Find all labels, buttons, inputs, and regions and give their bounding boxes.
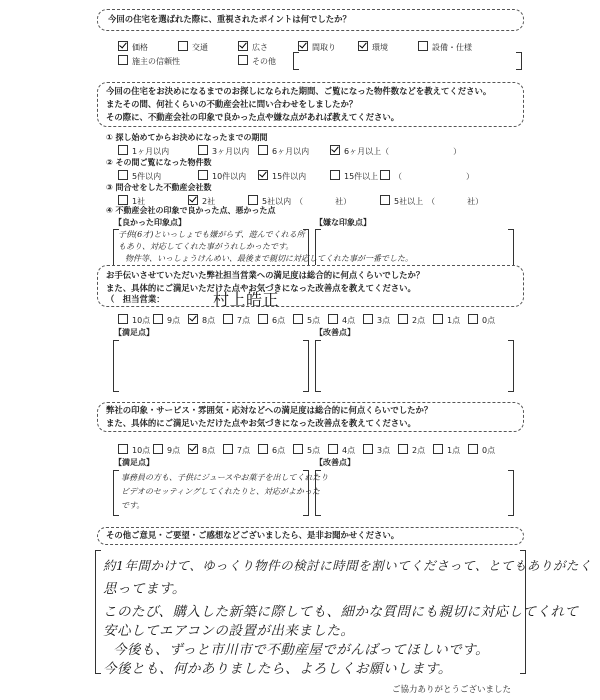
q2-company-checkbox[interactable] bbox=[118, 195, 128, 205]
q3-rating-10[interactable]: 10点 bbox=[118, 314, 150, 326]
q5-handwriting-2: 思ってます。 bbox=[103, 581, 186, 597]
q2-company-title: ③ 問合せをした不動産会社数 bbox=[106, 183, 212, 192]
q5-bracket-left bbox=[95, 550, 101, 674]
q3-bad-bracket-left bbox=[315, 340, 321, 392]
q2-period-title: ① 探し始めてからお決めになったまでの期間 bbox=[106, 133, 268, 142]
q5-handwriting-3: このたび、購入した新築に際しても、細かな質問にも親切に対応してくれて bbox=[103, 604, 579, 620]
q3-rating-1[interactable]: 1点 bbox=[433, 314, 460, 326]
q3-staff-name: 村上皓正 bbox=[213, 290, 280, 309]
q3-rating-checkbox[interactable] bbox=[468, 314, 478, 324]
q4-rating-4[interactable]: 4点 bbox=[328, 444, 355, 456]
q2-count-option[interactable]: 5件以内 bbox=[118, 170, 161, 182]
q4-rating-checkbox[interactable] bbox=[293, 444, 303, 454]
q3-rating-checkbox[interactable] bbox=[188, 314, 198, 324]
q4-rating-checkbox[interactable] bbox=[398, 444, 408, 454]
q4-rating-5[interactable]: 5点 bbox=[293, 444, 320, 456]
q3-rating-5[interactable]: 5点 bbox=[293, 314, 320, 326]
q2-count-checkbox[interactable] bbox=[118, 170, 128, 180]
q3-rating-2[interactable]: 2点 bbox=[398, 314, 425, 326]
q4-rating-checkbox[interactable] bbox=[153, 444, 163, 454]
q2-company-checkbox[interactable] bbox=[188, 195, 198, 205]
q1-checkbox[interactable] bbox=[238, 55, 248, 65]
q2-intro-line1: 今回の住宅をお決めになるまでのお探しになられた期間、ご覧になった物件数などを教えてください。 bbox=[106, 86, 492, 96]
q2-good-handwriting-1: 子供(6才)といっしょでも嫌がらず、遊んでくれる所 bbox=[118, 230, 305, 239]
q2-period-option[interactable]: 6ヶ月以上（ ） bbox=[330, 145, 461, 157]
q2-company-option[interactable]: 2社 bbox=[188, 195, 215, 207]
q1-option-equipment[interactable]: 設備・仕様 bbox=[418, 41, 472, 53]
q4-rating-3[interactable]: 3点 bbox=[363, 444, 390, 456]
q4-good-handwriting-3: です。 bbox=[121, 501, 145, 510]
q2-count-checkbox[interactable] bbox=[330, 170, 340, 180]
q2-impression-title: ④ 不動産会社の印象で良かった点、悪かった点 bbox=[106, 206, 276, 215]
q4-rating-9[interactable]: 9点 bbox=[153, 444, 180, 456]
q3-good-label: 【満足点】 bbox=[114, 328, 154, 337]
q4-rating-checkbox[interactable] bbox=[468, 444, 478, 454]
q2-count-option[interactable]: 15件以内 bbox=[258, 170, 306, 182]
q4-bad-label: 【改善点】 bbox=[315, 458, 355, 467]
q4-good-label: 【満足点】 bbox=[114, 458, 154, 467]
q1-option-size[interactable]: 広さ bbox=[238, 41, 268, 53]
q3-rating-checkbox[interactable] bbox=[363, 314, 373, 324]
q3-rating-checkbox[interactable] bbox=[223, 314, 233, 324]
q3-rating-checkbox[interactable] bbox=[153, 314, 163, 324]
q1-checkbox[interactable] bbox=[118, 41, 128, 51]
q3-rating-4[interactable]: 4点 bbox=[328, 314, 355, 326]
q3-rating-6[interactable]: 6点 bbox=[258, 314, 285, 326]
q1-checkbox[interactable] bbox=[178, 41, 188, 51]
q3-bad-label: 【改善点】 bbox=[315, 328, 355, 337]
q5-handwriting-6: 今後とも、何かありましたら、よろしくお願いします。 bbox=[103, 661, 452, 677]
q1-option-transport[interactable]: 交通 bbox=[178, 41, 208, 53]
q4-question-line1: 弊社の印象・サービス・雰囲気・応対などへの満足度は総合的に何点くらいでしたか？ bbox=[106, 405, 433, 415]
q4-good-handwriting-2: ビデオのセッティングしてくれたりと、対応がよかった bbox=[121, 487, 321, 496]
q2-intro-line2: またその間、何社くらいの不動産会社に問い合わせをしましたか？ bbox=[106, 99, 358, 109]
q4-rating-checkbox[interactable] bbox=[188, 444, 198, 454]
q2-period-option[interactable]: 3ヶ月以内 bbox=[198, 145, 249, 157]
q3-rating-9[interactable]: 9点 bbox=[153, 314, 180, 326]
q2-count-checkbox[interactable] bbox=[258, 170, 268, 180]
q2-company-checkbox[interactable] bbox=[380, 195, 390, 205]
q4-rating-checkbox[interactable] bbox=[328, 444, 338, 454]
q3-rating-3[interactable]: 3点 bbox=[363, 314, 390, 326]
q2-company-option[interactable]: 1社 bbox=[118, 195, 145, 207]
q4-good-handwriting-1: 事務員の方も、子供にジュースやお菓子を出してくれたり bbox=[121, 473, 329, 482]
q4-good-bracket-left bbox=[113, 470, 119, 516]
q3-rating-checkbox[interactable] bbox=[398, 314, 408, 324]
q2-period-checkbox[interactable] bbox=[258, 145, 268, 155]
q3-staff-label: （ 担当営業： bbox=[106, 294, 165, 304]
q3-rating-7[interactable]: 7点 bbox=[223, 314, 250, 326]
q3-rating-checkbox[interactable] bbox=[258, 314, 268, 324]
q4-rating-checkbox[interactable] bbox=[363, 444, 373, 454]
q3-good-bracket-left bbox=[113, 340, 119, 392]
q2-company-checkbox[interactable] bbox=[248, 195, 258, 205]
q3-rating-8[interactable]: 8点 bbox=[188, 314, 215, 326]
q3-rating-0[interactable]: 0点 bbox=[468, 314, 495, 326]
q3-rating-checkbox[interactable] bbox=[293, 314, 303, 324]
q2-count-checkbox[interactable] bbox=[198, 170, 208, 180]
q1-option-layout[interactable]: 間取り bbox=[298, 41, 336, 53]
q2-count-option[interactable]: 15件以上 bbox=[330, 170, 378, 182]
q2-period-option[interactable]: 6ヶ月以内 bbox=[258, 145, 309, 157]
q3-bad-bracket-right bbox=[508, 340, 514, 392]
q1-question: 今回の住宅を選ばれた際に、重視されたポイントは何でしたか？ bbox=[108, 14, 351, 24]
q2-good-handwriting-2: もあり、対応してくれた事がうれしかったです。 bbox=[118, 242, 294, 251]
q4-rating-7[interactable]: 7点 bbox=[223, 444, 250, 456]
q1-checkbox[interactable] bbox=[358, 41, 368, 51]
q1-other-bracket-left bbox=[293, 52, 299, 70]
q4-rating-10[interactable]: 10点 bbox=[118, 444, 150, 456]
q5-handwriting-5: 今後も、ずっと市川市で不動産屋でがんばってほしいです。 bbox=[113, 642, 490, 658]
q4-rating-6[interactable]: 6点 bbox=[258, 444, 285, 456]
q3-rating-checkbox[interactable] bbox=[118, 314, 128, 324]
q2-bad-label: 【嫌な印象点】 bbox=[315, 218, 371, 227]
q1-option-price[interactable]: 価格 bbox=[118, 41, 148, 53]
q3-question-line1: お手伝いさせていただいた弊社担当営業への満足度は総合的に何点くらいでしたか？ bbox=[106, 270, 425, 280]
q3-rating-checkbox[interactable] bbox=[433, 314, 443, 324]
q4-question-line2: また、具体的にご満足いただけた点やお気づきになった改善点を教えてください。 bbox=[106, 418, 416, 428]
q1-checkbox[interactable] bbox=[238, 41, 248, 51]
q2-good-label: 【良かった印象点】 bbox=[114, 218, 186, 227]
q3-rating-checkbox[interactable] bbox=[328, 314, 338, 324]
q2-good-handwriting-3: 物件等、いっしょうけんめい、最後まで親切に対応してくれた事が一番でした。 bbox=[125, 254, 413, 263]
q1-option-trust[interactable]: 施主の信頼性 bbox=[118, 55, 180, 67]
q5-question: その他ご意見・ご要望・ご感想などございましたら、是非お聞かせください。 bbox=[106, 530, 400, 540]
q1-checkbox[interactable] bbox=[298, 41, 308, 51]
q1-option-other[interactable]: その他 bbox=[238, 55, 276, 67]
q1-other-bracket-right bbox=[516, 52, 522, 70]
q4-rating-8[interactable]: 8点 bbox=[188, 444, 215, 456]
q2-period-option[interactable]: 1ヶ月以内 bbox=[118, 145, 169, 157]
q2-count-checkbox[interactable] bbox=[380, 170, 390, 180]
q1-checkbox[interactable] bbox=[118, 55, 128, 65]
q3-good-bracket-right bbox=[303, 340, 309, 392]
q1-checkbox[interactable] bbox=[418, 41, 428, 51]
q2-company-option[interactable]: 5社以上 （ 社） bbox=[380, 195, 483, 207]
q4-rating-0[interactable]: 0点 bbox=[468, 444, 495, 456]
q5-handwriting-1: 約1年間かけて、ゆっくり物件の検討に時間を割いてくださって、とてもありがたく bbox=[103, 558, 592, 573]
q4-rating-checkbox[interactable] bbox=[118, 444, 128, 454]
q4-bad-bracket-right bbox=[508, 470, 514, 516]
q4-rating-checkbox[interactable] bbox=[433, 444, 443, 454]
q2-bad-bracket-right bbox=[508, 229, 514, 267]
q4-rating-1[interactable]: 1点 bbox=[433, 444, 460, 456]
q2-count-option[interactable]: （ ） bbox=[380, 170, 474, 182]
q1-option-environment[interactable]: 環境 bbox=[358, 41, 388, 53]
q4-rating-checkbox[interactable] bbox=[223, 444, 233, 454]
q2-company-option[interactable]: 5社以内 （ 社） bbox=[248, 195, 351, 207]
q3-question-line2: また、具体的にご満足いただけた点やお気づきになった改善点を教えてください。 bbox=[106, 283, 416, 293]
q2-count-option[interactable]: 10件以内 bbox=[198, 170, 246, 182]
q2-period-checkbox[interactable] bbox=[198, 145, 208, 155]
q2-period-checkbox[interactable] bbox=[330, 145, 340, 155]
q2-period-checkbox[interactable] bbox=[118, 145, 128, 155]
q5-handwriting-4: 安心してエアコンの設置が出来ました。 bbox=[103, 623, 355, 639]
footer-thanks: ご協力ありがとうございました bbox=[392, 685, 512, 695]
q4-rating-checkbox[interactable] bbox=[258, 444, 268, 454]
q2-count-title: ② その間ご覧になった物件数 bbox=[106, 158, 212, 167]
q4-rating-2[interactable]: 2点 bbox=[398, 444, 425, 456]
q2-intro-line3: その際に、不動産会社の印象で良かった点や嫌な点があれば教えてください。 bbox=[106, 112, 400, 122]
